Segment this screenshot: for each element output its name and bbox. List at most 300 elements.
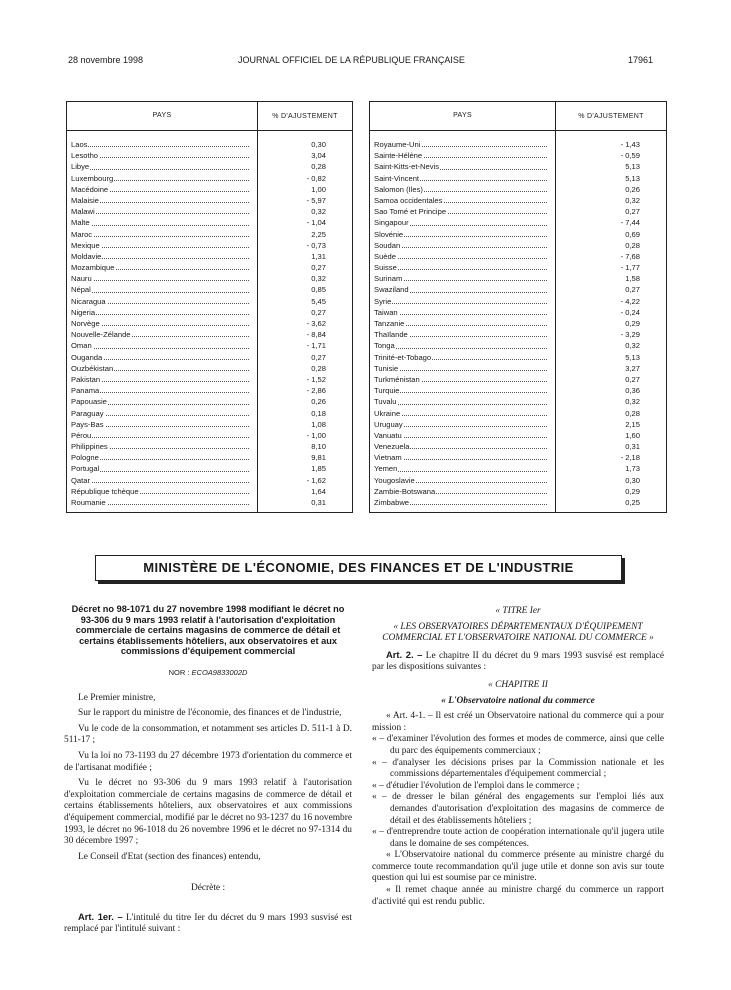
- country-name: Venezuela: [374, 442, 410, 452]
- table-row: [370, 452, 666, 463]
- country-name: Zimbabwe: [374, 498, 410, 507]
- table-row: [67, 463, 352, 474]
- country-name: Pologne: [71, 453, 99, 463]
- right-column: [372, 604, 664, 908]
- adjustment-value: 0,28: [311, 162, 326, 172]
- country-cell: [67, 374, 253, 385]
- country-name: Syrie: [374, 296, 392, 306]
- adjustment-value: - 7,44: [620, 218, 640, 228]
- table-row: [67, 284, 352, 295]
- country-name: Moldavie: [71, 251, 102, 261]
- table-row: [67, 441, 352, 452]
- paragraph: « Il remet chaque année au ministre chargé du commerce un rapport d'activité qui est rendu public.: [372, 885, 664, 907]
- adjustment-value: 1,00: [311, 184, 326, 194]
- table-row: [370, 184, 666, 195]
- country-name: Lesotho: [71, 151, 99, 161]
- table-row: [370, 352, 666, 363]
- adjustment-value: 0,32: [311, 207, 326, 217]
- country-name: Ouzbékistan: [71, 363, 114, 373]
- country-name: Portugal: [71, 464, 100, 474]
- country-cell: [370, 139, 551, 150]
- adjustment-value: 8,10: [311, 442, 326, 452]
- adjustment-value: - 1,71: [306, 341, 326, 351]
- adjustment-value: - 3,29: [620, 330, 640, 340]
- country-name: Mozambique: [71, 263, 115, 273]
- country-cell: [67, 340, 253, 351]
- paragraph: Vu le décret no 93-306 du 9 mars 1993 relatif à l'autorisation d'exploitation commerciale de certains magasins de commerce de détail et certains établissements hôteliers, aux observatoires et aux commissions d'équipement commercial, modifié par le décret no 93-1237 du 16 novembre 1993, le décret no 96-1018 du 26 novembre 1996 et le décret no 97-1314 du 30 décembre 1997 ;: [64, 778, 352, 847]
- adjustment-value: - 2,86: [306, 386, 326, 396]
- adjustment-value: 0,28: [311, 363, 326, 373]
- country-cell: [370, 229, 551, 240]
- country-cell: [67, 408, 253, 419]
- table-row: [370, 374, 666, 385]
- table-row: [67, 161, 352, 172]
- table-row: [370, 195, 666, 206]
- adjustment-value: 0,27: [625, 374, 640, 384]
- table-row: [370, 173, 666, 184]
- country-name: Libye: [71, 162, 90, 172]
- table-header: [370, 102, 666, 131]
- country-name: Pays-Bas: [71, 419, 104, 429]
- country-name: Royaume-Uni: [374, 140, 421, 149]
- country-cell: [67, 318, 253, 329]
- country-cell: [67, 139, 253, 150]
- country-cell: [67, 217, 253, 228]
- header-date: 28 novembre 1998: [68, 55, 144, 65]
- table-row: [67, 262, 352, 273]
- paragraph: Le Premier ministre,: [78, 692, 156, 703]
- country-name: Saint-Kitts-et-Nevis: [374, 162, 439, 172]
- country-name: Tuvalu: [374, 397, 397, 407]
- country-cell: [67, 161, 253, 172]
- adjustment-value: - 0,82: [306, 173, 326, 183]
- adjustment-value: 9,81: [311, 453, 326, 463]
- header-journal: JOURNAL OFFICIEL DE LA RÉPUBLIQUE FRANÇAISE: [238, 55, 465, 65]
- country-cell: [67, 352, 253, 363]
- table-row: [370, 229, 666, 240]
- chapitre-heading: « CHAPITRE II: [488, 679, 548, 690]
- table-row: [370, 150, 666, 161]
- country-name: Nigeria: [71, 307, 96, 317]
- table-row: [67, 229, 352, 240]
- article-2-text: Le chapitre II du décret du 9 mars 1993 susvisé est remplacé par les dispositions suivantes :: [372, 650, 664, 673]
- adjustment-value: - 2,18: [620, 453, 640, 463]
- adjustment-value: 0,30: [625, 475, 640, 485]
- country-cell: [67, 184, 253, 195]
- adjustment-value: 1,08: [311, 419, 326, 429]
- adjustment-value: - 1,77: [620, 263, 640, 273]
- country-cell: [370, 262, 551, 273]
- table-row: [67, 363, 352, 374]
- table-row: [370, 206, 666, 217]
- adjustment-value: 1,31: [311, 251, 326, 261]
- article-2: [372, 649, 664, 674]
- table-row: [67, 139, 352, 150]
- adjustment-value: 1,85: [311, 464, 326, 474]
- adjustment-value: 0,27: [625, 207, 640, 217]
- table-row: [370, 296, 666, 307]
- country-name: Tunisie: [374, 363, 399, 373]
- table-row: [67, 374, 352, 385]
- adjustment-value: - 1,43: [620, 140, 640, 149]
- adjustment-value: - 1,04: [306, 218, 326, 228]
- country-cell: [67, 273, 253, 284]
- country-cell: [370, 430, 551, 441]
- country-cell: [67, 262, 253, 273]
- country-name: Suisse: [374, 263, 397, 273]
- table-row: [67, 430, 352, 441]
- country-cell: [370, 251, 551, 262]
- adjustment-value: 2,25: [311, 229, 326, 239]
- country-cell: [370, 419, 551, 430]
- table-row: [67, 240, 352, 251]
- adjustment-value: 5,45: [311, 296, 326, 306]
- country-name: Singapour: [374, 218, 409, 228]
- adjustment-table-right: [369, 101, 667, 513]
- country-cell: [370, 318, 551, 329]
- paragraph: Vu la loi no 73-1193 du 27 décembre 1973 d'orientation du commerce et de l'artisanat modifiée ;: [64, 750, 352, 773]
- country-cell: [67, 150, 253, 161]
- country-cell: [67, 363, 253, 374]
- country-cell: [67, 307, 253, 318]
- table-row: [370, 419, 666, 430]
- country-name: Paraguay: [71, 408, 104, 418]
- adjustment-value: 1,60: [625, 430, 640, 440]
- adjustment-value: 0,27: [311, 263, 326, 273]
- country-cell: [370, 396, 551, 407]
- table-row: [67, 475, 352, 486]
- country-cell: [67, 396, 253, 407]
- adjustment-value: 0,27: [625, 285, 640, 295]
- table-row: [67, 385, 352, 396]
- left-column: [64, 604, 352, 936]
- country-cell: [67, 284, 253, 295]
- adjustment-value: 0,25: [625, 498, 640, 507]
- country-cell: [370, 195, 551, 206]
- table-row: [67, 251, 352, 262]
- adjustment-value: 0,69: [625, 229, 640, 239]
- table-row: [370, 240, 666, 251]
- mission-list: [372, 734, 664, 850]
- decree-title: Décret no 98-1071 du 27 novembre 1998 modifiant le décret no 93-306 du 9 mars 1993 relatif à l'autorisation d'exploitation commerciale de certains magasins de commerce de détail et certains établissements hôteliers, aux observatoires et aux commissions d'équipement commercial: [71, 604, 345, 657]
- country-cell: [370, 441, 551, 452]
- table-row: [67, 486, 352, 497]
- col-header-adjustment: % D'AJUSTEMENT: [578, 112, 644, 120]
- country-name: Norvège: [71, 319, 100, 328]
- article-1: [64, 911, 352, 936]
- country-name: Oman: [71, 341, 92, 351]
- country-name: Nauru: [71, 274, 92, 284]
- country-name: Tonga: [374, 341, 395, 351]
- table-row: [67, 408, 352, 419]
- country-cell: [67, 173, 253, 184]
- country-cell: [370, 385, 551, 396]
- adjustment-value: 0,30: [311, 140, 326, 149]
- table-row: [370, 217, 666, 228]
- country-cell: [67, 452, 253, 463]
- country-name: Nouvelle-Zélande: [71, 330, 131, 340]
- country-name: Zambie-Botswana: [374, 486, 436, 496]
- table-row: [67, 307, 352, 318]
- paragraph: Sur le rapport du ministre de l'économie, des finances et de l'industrie,: [78, 708, 342, 719]
- adjustment-value: 5,13: [625, 162, 640, 172]
- ministry-banner: MINISTÈRE DE L'ÉCONOMIE, DES FINANCES ET DE L'INDUSTRIE: [95, 555, 622, 581]
- table-row: [370, 273, 666, 284]
- country-cell: [370, 486, 551, 497]
- country-cell: [370, 284, 551, 295]
- country-name: Uruguay: [374, 419, 403, 429]
- country-cell: [370, 296, 551, 307]
- country-name: Yougoslavie: [374, 475, 415, 485]
- table-row: [370, 251, 666, 262]
- country-name: Turkménistan: [374, 374, 420, 384]
- titre-heading: « TITRE Ier: [495, 606, 541, 616]
- country-cell: [370, 217, 551, 228]
- country-cell: [67, 329, 253, 340]
- nor-reference: [64, 667, 352, 679]
- table-header: [67, 102, 352, 131]
- adjustment-table-left: [66, 101, 353, 513]
- adjustment-value: - 5,97: [306, 195, 326, 205]
- country-name: Swaziland: [374, 285, 409, 295]
- header-page-number: 17961: [628, 55, 654, 65]
- adjustment-value: 0,27: [311, 307, 326, 317]
- country-cell: [67, 296, 253, 307]
- country-cell: [370, 374, 551, 385]
- country-name: Turquie: [374, 386, 400, 396]
- table-row: [67, 173, 352, 184]
- country-cell: [67, 251, 253, 262]
- adjustment-value: - 4,22: [620, 296, 640, 306]
- country-cell: [370, 463, 551, 474]
- country-name: Vietnam: [374, 453, 402, 463]
- country-cell: [370, 273, 551, 284]
- country-cell: [370, 497, 551, 508]
- country-name: Laos: [71, 140, 88, 149]
- adjustment-value: 0,28: [625, 240, 640, 250]
- country-cell: [67, 419, 253, 430]
- country-name: Sao Tomé et Principe: [374, 207, 447, 217]
- nor-label: NOR :: [168, 667, 190, 677]
- country-name: Yemen: [374, 464, 398, 474]
- table-row: [67, 318, 352, 329]
- article-4-1: « Art. 4-1. – Il est créé un Observatoire national du commerce qui a pour mission :: [372, 711, 664, 733]
- adjustment-value: - 0,59: [620, 151, 640, 161]
- adjustment-value: 0,32: [311, 274, 326, 284]
- country-name: Nicaragua: [71, 296, 106, 306]
- country-cell: [370, 329, 551, 340]
- adjustment-value: 0,29: [625, 319, 640, 328]
- country-cell: [67, 497, 253, 508]
- paragraph: Le Conseil d'Etat (section des finances) entendu,: [78, 851, 261, 862]
- country-name: Maroc: [71, 229, 93, 239]
- adjustment-value: - 0,73: [306, 240, 326, 250]
- table-row: [370, 329, 666, 340]
- country-name: Ouganda: [71, 352, 103, 362]
- adjustment-value: 0,32: [625, 195, 640, 205]
- table-row: [67, 497, 352, 508]
- col-header-adjustment: % D'AJUSTEMENT: [272, 112, 338, 120]
- table-row: [67, 419, 352, 430]
- table-row: [67, 340, 352, 351]
- table-row: [67, 150, 352, 161]
- table-row: [370, 385, 666, 396]
- table-row: [370, 475, 666, 486]
- adjustment-value: 0,31: [311, 498, 326, 507]
- country-name: Surinam: [374, 274, 403, 284]
- country-cell: [370, 240, 551, 251]
- country-name: Trinité-et-Tobago: [374, 352, 432, 362]
- adjustment-value: 2,15: [625, 419, 640, 429]
- table-row: [370, 497, 666, 508]
- country-name: République tchèque: [71, 486, 139, 496]
- country-name: Salomon (Iles): [374, 184, 423, 194]
- table-row: [67, 452, 352, 463]
- country-name: Mexique: [71, 240, 100, 250]
- col-header-country: PAYS: [67, 102, 258, 130]
- country-cell: [67, 240, 253, 251]
- table-row: [370, 463, 666, 474]
- adjustment-value: 0,32: [625, 397, 640, 407]
- chapitre-subheading: « L'Observatoire national du commerce: [441, 695, 595, 706]
- country-name: Tanzanie: [374, 319, 405, 328]
- titre-subheading: « LES OBSERVATOIRES DÉPARTEMENTAUX D'ÉQUIPEMENT COMMERCIAL ET L'OBSERVATOIRE NATIONAL DU COMMERCE »: [382, 621, 654, 644]
- country-name: Malaisie: [71, 195, 99, 205]
- table-row: [67, 206, 352, 217]
- adjustment-value: 1,58: [625, 274, 640, 284]
- adjustment-value: 3,04: [311, 151, 326, 161]
- country-name: Suède: [374, 251, 396, 261]
- country-name: Slovénie: [374, 229, 404, 239]
- adjustment-value: 0,28: [625, 408, 640, 418]
- article-2-label: Art. 2. –: [386, 648, 423, 660]
- country-cell: [370, 408, 551, 419]
- adjustment-value: - 1,52: [306, 374, 326, 384]
- country-cell: [67, 486, 253, 497]
- mission-item: « – d'analyser les décisions prises par la Commission nationale et les commissions départementales d'équipement commercial ;: [372, 757, 664, 780]
- table-row: [370, 340, 666, 351]
- adjustment-value: 0,32: [625, 341, 640, 351]
- country-cell: [67, 195, 253, 206]
- adjustment-value: 1,73: [625, 464, 640, 474]
- article-1-text: L'intitulé du titre Ier du décret du 9 mars 1993 susvisé est remplacé par l'intitulé suivant :: [64, 912, 352, 935]
- table-row: [370, 396, 666, 407]
- adjustment-value: - 0,24: [620, 307, 640, 317]
- mission-item: « – d'étudier l'évolution de l'emploi dans le commerce ;: [372, 780, 580, 791]
- adjustment-value: 0,26: [625, 184, 640, 194]
- adjustment-value: - 1,62: [306, 475, 326, 485]
- paragraph: Vu le code de la consommation, et notamment ses articles D. 511-1 à D. 511-17 ;: [64, 723, 352, 746]
- table-row: [67, 329, 352, 340]
- country-name: Panama: [71, 386, 100, 396]
- country-name: Pakistan: [71, 374, 101, 384]
- country-cell: [370, 475, 551, 486]
- country-cell: [67, 385, 253, 396]
- country-name: Malawi: [71, 207, 95, 217]
- country-name: Vanuatu: [374, 430, 402, 440]
- table-row: [67, 184, 352, 195]
- mission-item: « – de dresser le bilan général des engagements sur l'emploi liés aux demandes d'autorisation d'exploitation des magasins de commerce de détail et des établissements hôteliers ;: [372, 792, 664, 826]
- country-cell: [370, 184, 551, 195]
- country-name: Soudan: [374, 240, 401, 250]
- country-name: Népal: [71, 285, 91, 295]
- country-name: Macédoine: [71, 184, 109, 194]
- adjustment-value: 5,13: [625, 173, 640, 183]
- table-row: [67, 296, 352, 307]
- adjustment-value: - 8,84: [306, 330, 326, 340]
- decrete-heading: Décrète :: [190, 883, 226, 894]
- table-row: [370, 161, 666, 172]
- table-row: [370, 441, 666, 452]
- country-cell: [67, 463, 253, 474]
- country-cell: [370, 173, 551, 184]
- country-cell: [370, 206, 551, 217]
- table-row: [67, 217, 352, 228]
- mission-item: « – d'examiner l'évolution des formes et modes de commerce, ainsi que celle du parc des équipements commerciaux ;: [372, 734, 664, 756]
- country-cell: [370, 307, 551, 318]
- country-name: Qatar: [71, 475, 90, 485]
- table-row: [67, 352, 352, 363]
- country-cell: [67, 206, 253, 217]
- country-name: Papouasie: [71, 397, 107, 407]
- adjustment-value: - 3,62: [306, 319, 326, 328]
- table-row: [370, 363, 666, 374]
- adjustment-value: 0,36: [625, 386, 640, 396]
- country-cell: [67, 475, 253, 486]
- adjustment-value: - 7,68: [620, 251, 640, 261]
- country-cell: [370, 150, 551, 161]
- country-name: Samoa occidentales: [374, 195, 443, 205]
- country-cell: [67, 229, 253, 240]
- country-name: Ukraine: [374, 408, 401, 418]
- article-1-label: Art. 1er. –: [78, 910, 123, 922]
- table-row: [67, 396, 352, 407]
- nor-code: ECOA9833002D: [191, 667, 248, 677]
- country-name: Saint-Vincent: [374, 173, 420, 183]
- adjustment-value: 1,64: [311, 486, 326, 496]
- mission-item: « – d'entreprendre toute action de coopération internationale qu'il jugera utile dans le domaine de ses compétences.: [372, 827, 664, 849]
- adjustment-value: 0,27: [311, 352, 326, 362]
- country-cell: [370, 363, 551, 374]
- country-name: Taiwan: [374, 307, 398, 317]
- paragraph: « L'Observatoire national du commerce présente au ministre chargé du commerce toute recommandation qu'il juge utile et donne son avis sur toute question qui lui est soumise par ce ministre.: [372, 850, 664, 884]
- table-row: [370, 139, 666, 150]
- country-name: Luxembourg: [71, 173, 114, 183]
- table-row: [370, 318, 666, 329]
- table-row: [370, 408, 666, 419]
- country-cell: [370, 340, 551, 351]
- col-header-country: PAYS: [370, 102, 556, 130]
- country-cell: [67, 430, 253, 441]
- adjustment-value: 0,29: [625, 486, 640, 496]
- country-cell: [67, 441, 253, 452]
- country-name: Pérou: [71, 430, 92, 440]
- adjustment-value: 0,26: [311, 397, 326, 407]
- table-row: [370, 307, 666, 318]
- table-row: [370, 262, 666, 273]
- country-name: Roumanie: [71, 498, 106, 507]
- adjustment-value: - 1,00: [306, 430, 326, 440]
- adjustment-value: 0,85: [311, 285, 326, 295]
- country-name: Thaïlande: [374, 330, 408, 340]
- country-cell: [370, 161, 551, 172]
- table-row: [370, 284, 666, 295]
- adjustment-value: 5,13: [625, 352, 640, 362]
- country-name: Malte: [71, 218, 90, 228]
- adjustment-value: 0,18: [311, 408, 326, 418]
- country-cell: [370, 452, 551, 463]
- table-row: [67, 273, 352, 284]
